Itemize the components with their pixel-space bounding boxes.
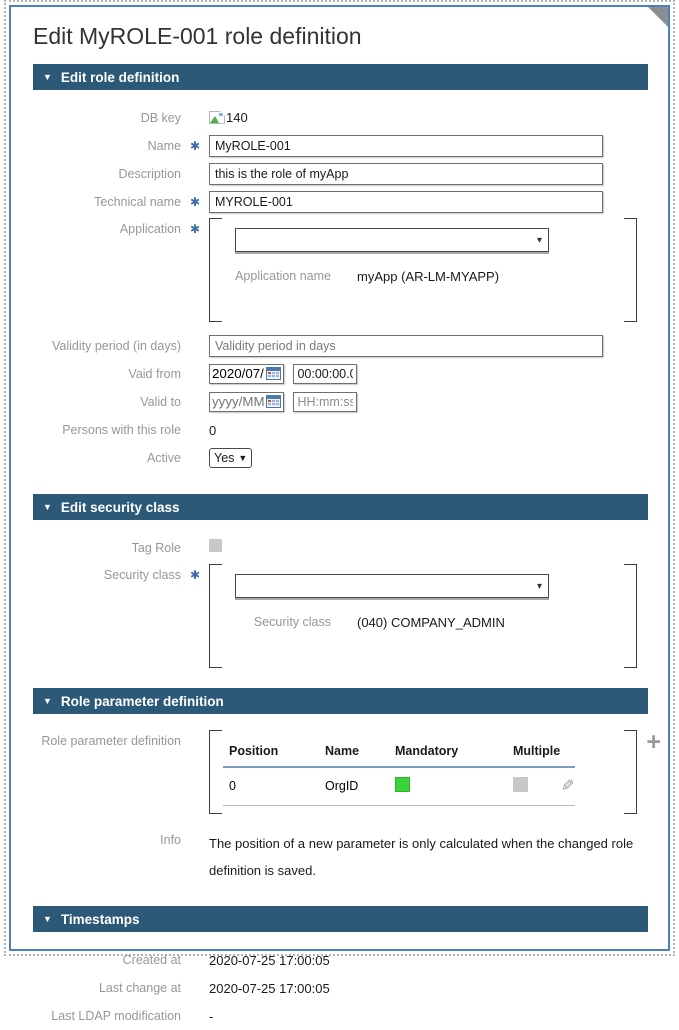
section-header-edit-role-definition[interactable]	[33, 64, 648, 90]
security-class-dropdown[interactable]	[235, 574, 549, 598]
db-key-label: DB key	[140, 110, 181, 125]
required-icon	[181, 139, 209, 153]
security-class-form	[11, 534, 668, 672]
application-name-label: Application name	[235, 269, 331, 283]
column-header: Mandatory	[395, 744, 459, 758]
page-title: Edit MyROLE-001 role definition	[33, 23, 362, 49]
section-header-edit-security-class[interactable]	[33, 494, 648, 520]
chevron-down-icon	[238, 453, 247, 463]
calendar-icon[interactable]	[266, 367, 281, 380]
last-ldap-value: -	[209, 1008, 214, 1024]
valid-from-time-input[interactable]	[293, 364, 357, 384]
chevron-down-icon	[537, 581, 542, 592]
section-title: Timestamps	[60, 911, 140, 927]
required-icon	[181, 195, 209, 209]
role-parameter-group	[209, 730, 619, 814]
edit-icon[interactable]	[561, 776, 574, 796]
position-cell: 0	[229, 779, 236, 793]
info-text: The position of a new parameter is only calculated when the changed role definition is saved.	[209, 836, 634, 878]
application-name-value: myApp (AR-LM-MYAPP)	[357, 269, 500, 284]
timestamps-form	[11, 946, 668, 1030]
name-label: Name	[147, 138, 181, 153]
tag-role-label: Tag Role	[131, 540, 181, 555]
security-class-sub-label: Security class	[253, 615, 331, 629]
multiple-checkbox[interactable]	[513, 777, 528, 792]
section-header-timestamps[interactable]	[33, 906, 648, 932]
mandatory-checkbox[interactable]	[395, 777, 410, 792]
tag-role-checkbox[interactable]	[209, 539, 222, 552]
resize-corner-handle[interactable]	[648, 7, 668, 27]
dialog-outer-frame	[4, 0, 675, 1024]
valid-to-date-input[interactable]	[210, 393, 266, 411]
last-change-at-value: 2020-07-25 17:00:05	[209, 980, 330, 996]
required-icon	[181, 216, 209, 236]
persons-value: 0	[209, 422, 217, 438]
calendar-icon[interactable]	[266, 395, 281, 408]
validity-period-label: Validity period (in days)	[52, 338, 181, 353]
section-header-role-parameter-definition[interactable]	[33, 688, 648, 714]
application-dropdown[interactable]	[235, 228, 549, 252]
validity-period-input[interactable]	[209, 335, 603, 357]
active-label: Active	[146, 450, 181, 465]
db-key-value: 140	[226, 109, 248, 125]
application-group	[209, 218, 619, 322]
info-label: Info	[160, 833, 181, 847]
table-row	[223, 766, 575, 806]
security-class-group	[209, 564, 619, 668]
active-select[interactable]	[209, 448, 252, 468]
role-definition-form	[11, 104, 668, 472]
technical-name-label: Technical name	[94, 194, 181, 209]
column-header: Position	[229, 744, 279, 758]
last-change-at-label: Last change at	[98, 980, 181, 995]
security-class-label: Security class	[103, 568, 181, 582]
description-input[interactable]	[209, 163, 603, 185]
column-header: Multiple	[513, 744, 561, 758]
parameter-table-header	[223, 738, 575, 766]
column-header: Name	[325, 744, 360, 758]
valid-from-label: Vaid from	[128, 366, 181, 381]
collapse-icon	[43, 503, 52, 512]
section-title: Edit role definition	[60, 69, 180, 85]
role-parameter-label: Role parameter definition	[41, 734, 181, 748]
collapse-icon	[43, 73, 52, 82]
collapse-icon	[43, 697, 52, 706]
add-parameter-icon[interactable]	[646, 732, 661, 752]
collapse-icon	[43, 915, 52, 924]
technical-name-input[interactable]	[209, 191, 603, 213]
security-class-value: (040) COMPANY_ADMIN	[357, 615, 505, 630]
role-parameter-form	[11, 728, 668, 884]
valid-from-date-input[interactable]	[210, 365, 266, 383]
created-at-value: 2020-07-25 17:00:05	[209, 952, 330, 968]
required-icon	[181, 562, 209, 582]
broken-image-icon	[209, 111, 225, 127]
name-cell: OrgID	[325, 779, 359, 793]
created-at-label: Created at	[122, 952, 181, 967]
valid-to-label: Valid to	[140, 394, 181, 409]
section-title: Role parameter definition	[60, 693, 224, 709]
last-ldap-label: Last LDAP modification	[51, 1008, 181, 1023]
parameter-table	[223, 738, 575, 806]
persons-label: Persons with this role	[62, 422, 181, 437]
section-title: Edit security class	[60, 499, 180, 515]
description-label: Description	[118, 166, 181, 181]
chevron-down-icon	[537, 235, 542, 246]
active-selected-value: Yes	[214, 451, 235, 465]
edit-role-dialog	[9, 5, 670, 1024]
application-label: Application	[119, 222, 181, 236]
valid-to-time-input[interactable]	[293, 392, 357, 412]
name-input[interactable]	[209, 135, 603, 157]
